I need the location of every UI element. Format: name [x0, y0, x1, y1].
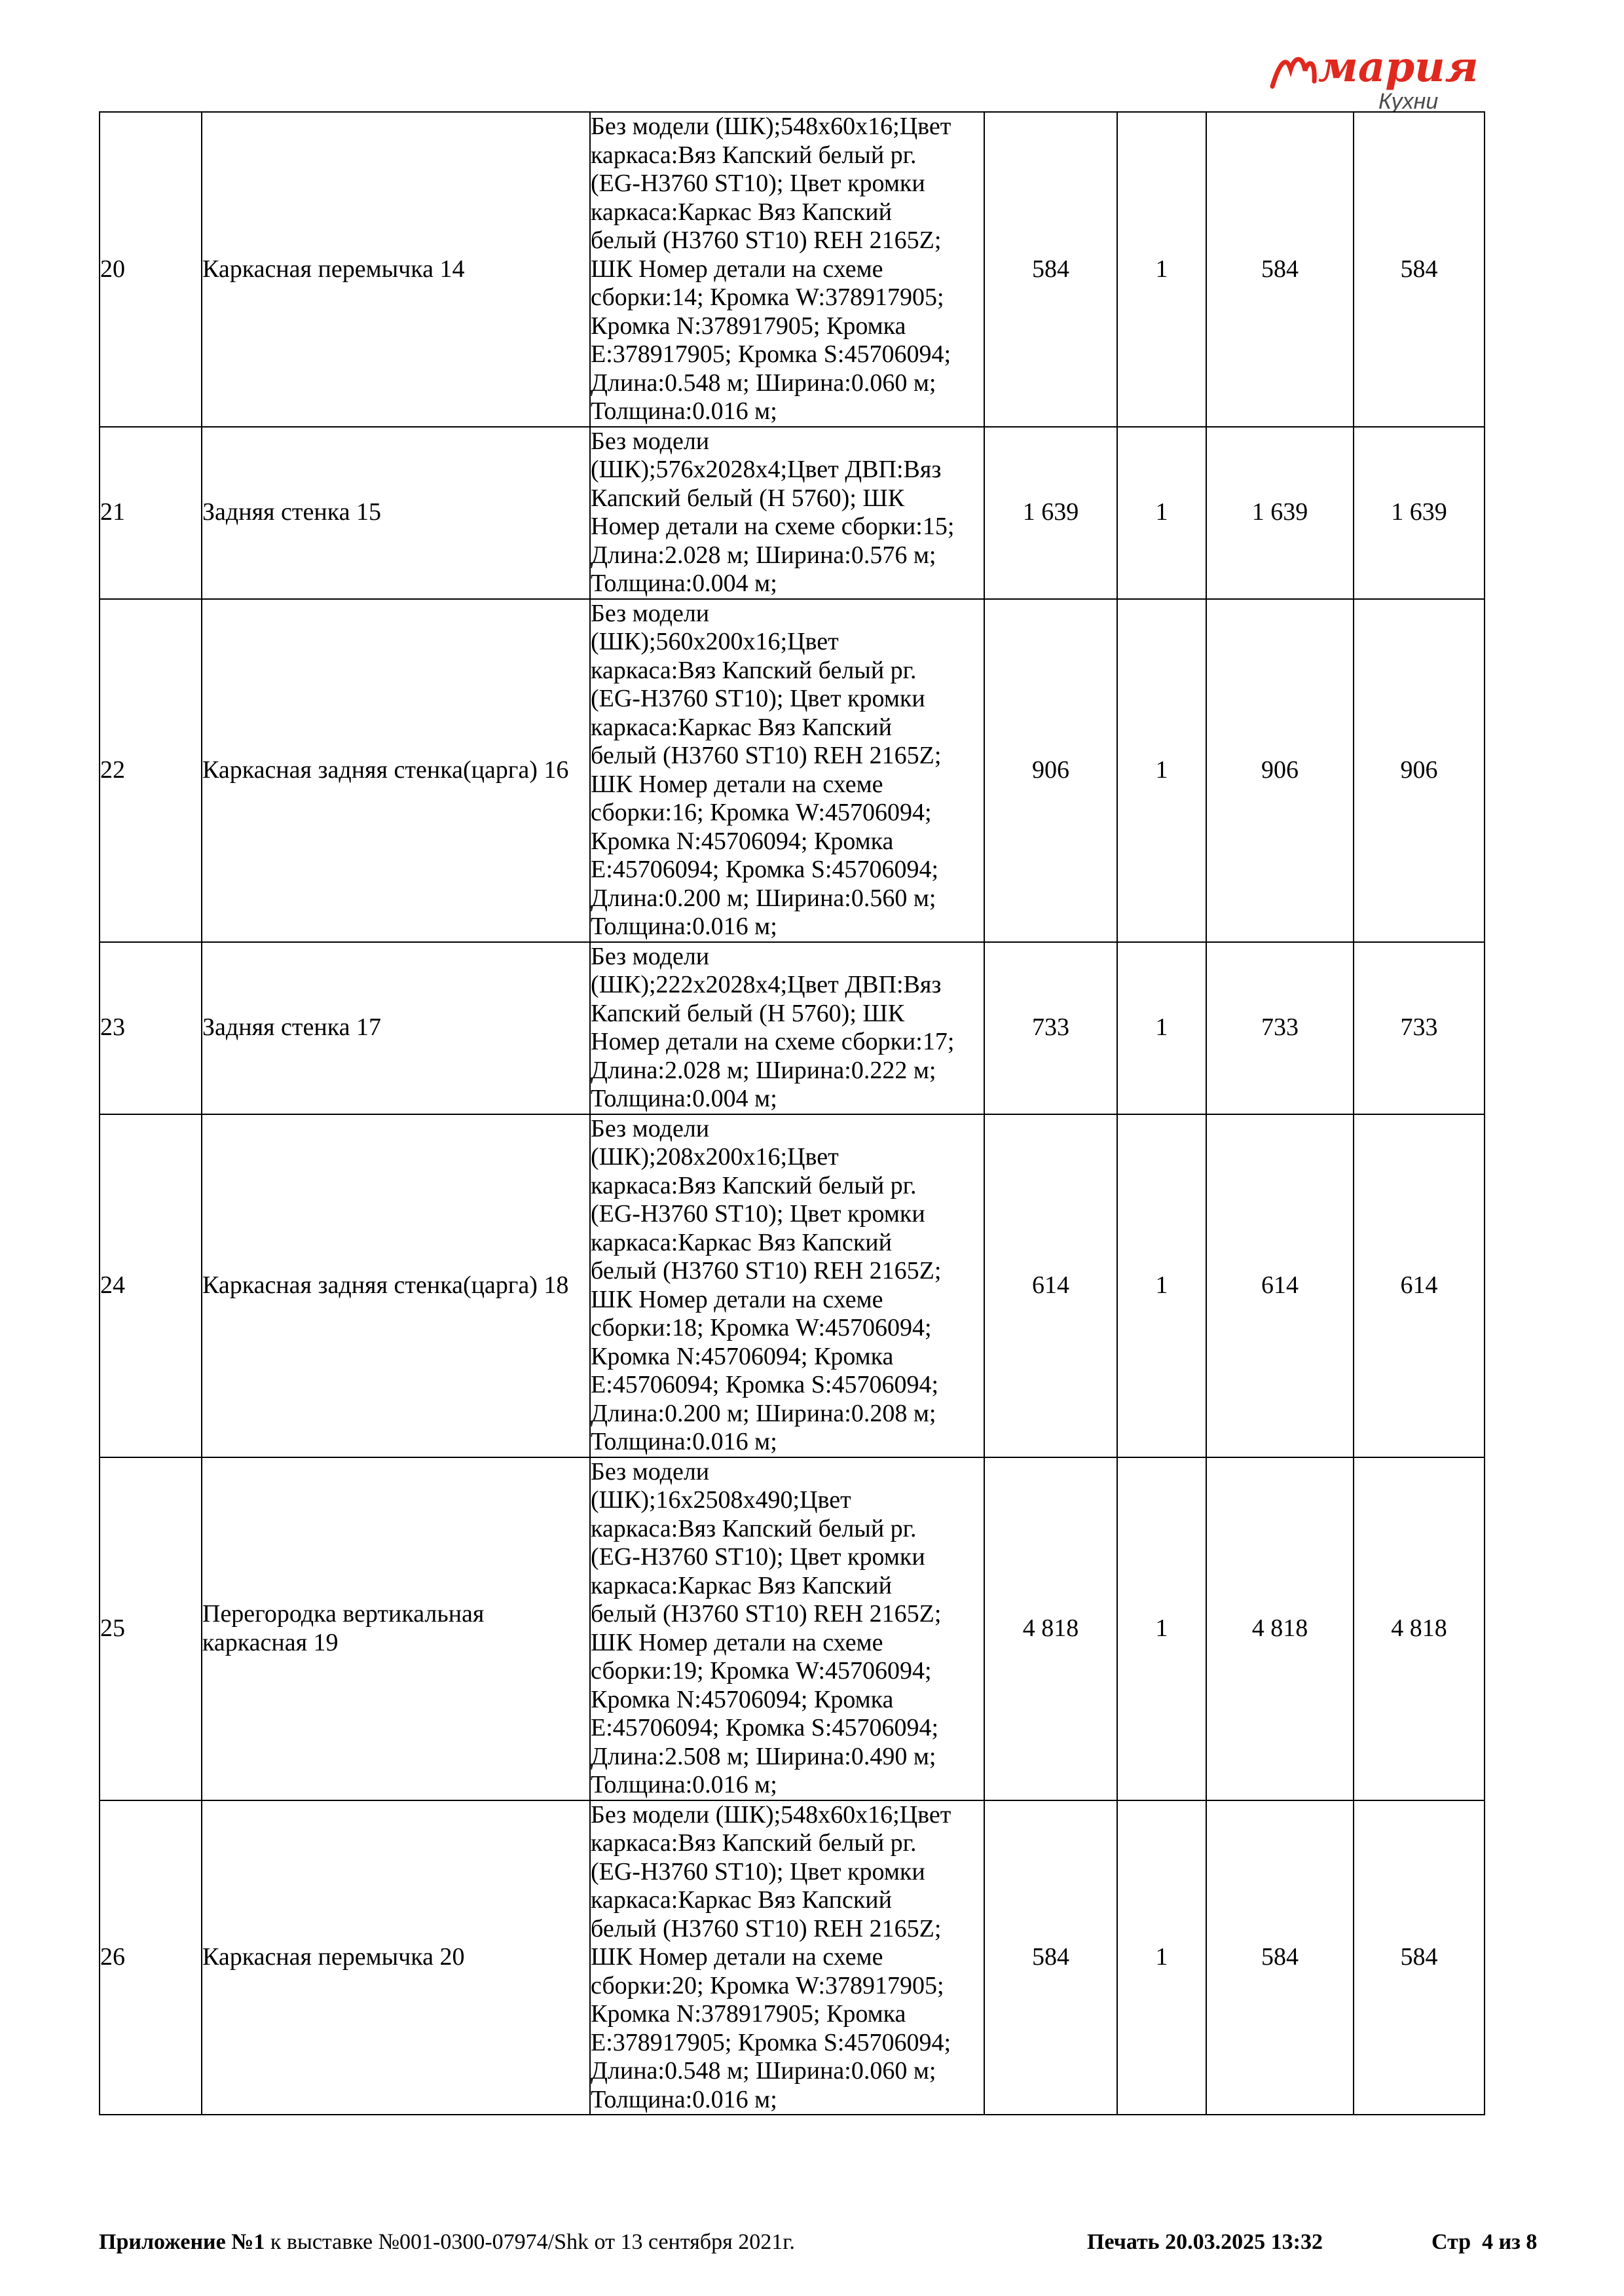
description-line: E:378917905; Кромка S:45706094; [591, 340, 951, 368]
items-table-body [100, 112, 1485, 2115]
quantity-cell: 1 [1117, 427, 1206, 599]
item-name-cell: Задняя стенка 17 [202, 942, 590, 1114]
table-row [100, 1114, 1485, 1457]
price-cell: 584 [984, 112, 1117, 427]
description-line: (ШК);576x2028x4;Цвет ДВП:Вяз [591, 456, 942, 483]
description-line: ШК Номер детали на схеме [591, 1628, 883, 1656]
description-line: каркаса:Вяз Капский белый рг. [591, 1829, 917, 1857]
quantity-cell: 1 [1117, 112, 1206, 427]
item-name-cell: Задняя стенка 15 [202, 427, 590, 599]
description-line: сборки:16; Кромка W:45706094; [591, 799, 932, 826]
sum-cell: 584 [1206, 112, 1354, 427]
total-cell: 584 [1354, 1800, 1485, 2115]
description-line: E:378917905; Кромка S:45706094; [591, 2028, 951, 2056]
description-line: (ШК);16x2508x490;Цвет [591, 1486, 851, 1514]
table-row [100, 1800, 1485, 2115]
description-line: Без модели [591, 1114, 710, 1142]
item-name-cell: Каркасная перемычка 20 [202, 1800, 590, 2115]
description-line: Без модели (ШК);548x60x16;Цвет [591, 1800, 951, 1829]
description-line: каркаса:Каркас Вяз Капский [591, 1886, 892, 1914]
row-number-cell: 25 [100, 1457, 202, 1800]
description-line: ШК Номер детали на схеме [591, 255, 883, 283]
total-cell: 733 [1354, 942, 1485, 1114]
footer-appendix-title: Приложение №1 [99, 2230, 265, 2254]
description-line: Длина:0.200 м; Ширина:0.560 м; [591, 884, 936, 912]
items-table [99, 111, 1485, 2115]
description-line: Длина:2.028 м; Ширина:0.576 м; [591, 541, 936, 569]
row-number-cell: 20 [100, 112, 202, 427]
description-line: Длина:2.028 м; Ширина:0.222 м; [591, 1056, 936, 1084]
sum-cell: 584 [1206, 1800, 1354, 2115]
table-row [100, 942, 1485, 1114]
footer-page-value: 4 из 8 [1482, 2230, 1538, 2254]
row-number-cell: 21 [100, 427, 202, 599]
description-line: Без модели [591, 599, 710, 627]
brand-logo [1267, 41, 1522, 113]
quantity-cell: 1 [1117, 1457, 1206, 1800]
description-line: каркаса:Вяз Капский белый рг. [591, 141, 917, 169]
total-cell: 4 818 [1354, 1457, 1485, 1800]
total-cell: 1 639 [1354, 427, 1485, 599]
description-line: Толщина:0.016 м; [591, 1428, 777, 1455]
description-line: (EG-H3760 ST10); Цвет кромки [591, 685, 925, 712]
sum-cell: 1 639 [1206, 427, 1354, 599]
description-line: белый (H3760 ST10) REH 2165Z; [591, 742, 942, 769]
item-name-cell: Перегородка вертикальная каркасная 19 [202, 1457, 590, 1800]
brand-logo-text: мария [1318, 43, 1479, 92]
description-line: Капский белый (H 5760); ШК [591, 484, 905, 512]
description-line: (EG-H3760 ST10); Цвет кромки [591, 170, 925, 197]
table-row [100, 427, 1485, 599]
description-line: каркаса:Каркас Вяз Капский [591, 1571, 892, 1599]
footer-print-date: Печать 20.03.2025 13:32 [1087, 2230, 1323, 2254]
description-line: (EG-H3760 ST10); Цвет кромки [591, 1857, 925, 1886]
item-description-cell [590, 1114, 984, 1457]
quantity-cell: 1 [1117, 1800, 1206, 2115]
price-cell: 614 [984, 1114, 1117, 1457]
description-line: каркаса:Вяз Капский белый рг. [591, 1514, 917, 1542]
item-description-cell [590, 1457, 984, 1800]
description-line: E:45706094; Кромка S:45706094; [591, 856, 938, 883]
footer-appendix [99, 2229, 795, 2255]
description-line: белый (H3760 ST10) REH 2165Z; [591, 227, 942, 254]
description-line: (ШК);222x2028x4;Цвет ДВП:Вяз [591, 971, 942, 998]
items-table-container [99, 111, 1484, 2115]
description-line: Длина:0.200 м; Ширина:0.208 м; [591, 1399, 936, 1427]
item-name-cell: Каркасная перемычка 14 [202, 112, 590, 427]
row-number-cell: 23 [100, 942, 202, 1114]
table-row [100, 1457, 1485, 1800]
description-line: Длина:2.508 м; Ширина:0.490 м; [591, 1742, 936, 1770]
price-cell: 733 [984, 942, 1117, 1114]
description-line: E:45706094; Кромка S:45706094; [591, 1371, 938, 1398]
quantity-cell: 1 [1117, 1114, 1206, 1457]
description-line: Номер детали на схеме сборки:17; [591, 1028, 955, 1055]
description-line: Кромка N:45706094; Кромка [591, 827, 894, 855]
total-cell: 614 [1354, 1114, 1485, 1457]
description-line: Без модели [591, 1457, 710, 1485]
description-line: Номер детали на схеме сборки:15; [591, 513, 955, 540]
row-number-cell: 22 [100, 599, 202, 942]
item-description-cell [590, 599, 984, 942]
row-number-cell: 26 [100, 1800, 202, 2115]
price-cell: 584 [984, 1800, 1117, 2115]
description-line: Длина:0.548 м; Ширина:0.060 м; [591, 2057, 936, 2085]
table-row [100, 599, 1485, 942]
description-line: Без модели [591, 427, 710, 455]
item-name-cell: Каркасная задняя стенка(царга) 16 [202, 599, 590, 942]
brand-logo-graphic [1267, 41, 1522, 113]
description-line: E:45706094; Кромка S:45706094; [591, 1714, 938, 1741]
description-line: Длина:0.548 м; Ширина:0.060 м; [591, 369, 936, 397]
description-line: Толщина:0.016 м; [591, 2085, 777, 2113]
description-line: белый (H3760 ST10) REH 2165Z; [591, 1600, 942, 1628]
description-line: Без модели (ШК);548x60x16;Цвет [591, 113, 951, 140]
sum-cell: 614 [1206, 1114, 1354, 1457]
item-description-cell [590, 112, 984, 427]
item-description-cell [590, 1800, 984, 2115]
sum-cell: 4 818 [1206, 1457, 1354, 1800]
quantity-cell: 1 [1117, 599, 1206, 942]
description-line: ШК Номер детали на схеме [591, 1285, 883, 1313]
description-line: белый (H3760 ST10) REH 2165Z; [591, 1914, 942, 1942]
item-description-cell [590, 942, 984, 1114]
description-line: Толщина:0.016 м; [591, 913, 777, 940]
description-line: сборки:20; Кромка W:378917905; [591, 1971, 944, 1999]
description-line: (EG-H3760 ST10); Цвет кромки [591, 1200, 925, 1228]
total-cell: 906 [1354, 599, 1485, 942]
description-line: каркаса:Каркас Вяз Капский [591, 713, 892, 741]
row-number-cell: 24 [100, 1114, 202, 1457]
description-line: белый (H3760 ST10) REH 2165Z; [591, 1257, 942, 1285]
sum-cell: 906 [1206, 599, 1354, 942]
description-line: (ШК);560x200x16;Цвет [591, 628, 839, 655]
item-name-cell: Каркасная задняя стенка(царга) 18 [202, 1114, 590, 1457]
description-line: Кромка N:378917905; Кромка [591, 2000, 906, 2028]
description-line: каркаса:Вяз Капский белый рг. [591, 656, 917, 684]
description-line: ШК Номер детали на схеме [591, 1943, 883, 1971]
description-line: Толщина:0.016 м; [591, 1771, 777, 1798]
description-line: Без модели [591, 942, 710, 970]
price-cell: 1 639 [984, 427, 1117, 599]
footer-page-label: Стр [1431, 2230, 1471, 2254]
sum-cell: 733 [1206, 942, 1354, 1114]
description-line: каркаса:Вяз Капский белый рг. [591, 1171, 917, 1199]
description-line: Толщина:0.016 м; [591, 397, 777, 425]
description-line: каркаса:Каркас Вяз Капский [591, 1228, 892, 1256]
description-line: Толщина:0.004 м; [591, 570, 777, 597]
description-line: Кромка N:45706094; Кромка [591, 1685, 894, 1713]
item-description-cell [590, 427, 984, 599]
description-line: каркаса:Каркас Вяз Капский [591, 198, 892, 226]
footer-page-number [1431, 2229, 1537, 2255]
description-line: сборки:18; Кромка W:45706094; [591, 1314, 932, 1341]
price-cell: 906 [984, 599, 1117, 942]
total-cell: 584 [1354, 112, 1485, 427]
description-line: (EG-H3760 ST10); Цвет кромки [591, 1543, 925, 1571]
description-line: сборки:14; Кромка W:378917905; [591, 283, 944, 311]
description-line: сборки:19; Кромка W:45706094; [591, 1657, 932, 1685]
price-cell: 4 818 [984, 1457, 1117, 1800]
table-row [100, 112, 1485, 427]
quantity-cell: 1 [1117, 942, 1206, 1114]
brand-logo-subtitle: Кухни [1378, 89, 1439, 113]
description-line: Кромка N:45706094; Кромка [591, 1342, 894, 1370]
description-line: Капский белый (H 5760); ШК [591, 999, 905, 1027]
footer-appendix-reference: к выставке №001-0300-07974/Shk от 13 сентября 2021г. [265, 2230, 795, 2254]
description-line: (ШК);208x200x16;Цвет [591, 1143, 839, 1171]
description-line: Толщина:0.004 м; [591, 1085, 777, 1112]
description-line: Кромка N:378917905; Кромка [591, 312, 906, 340]
description-line: ШК Номер детали на схеме [591, 770, 883, 798]
